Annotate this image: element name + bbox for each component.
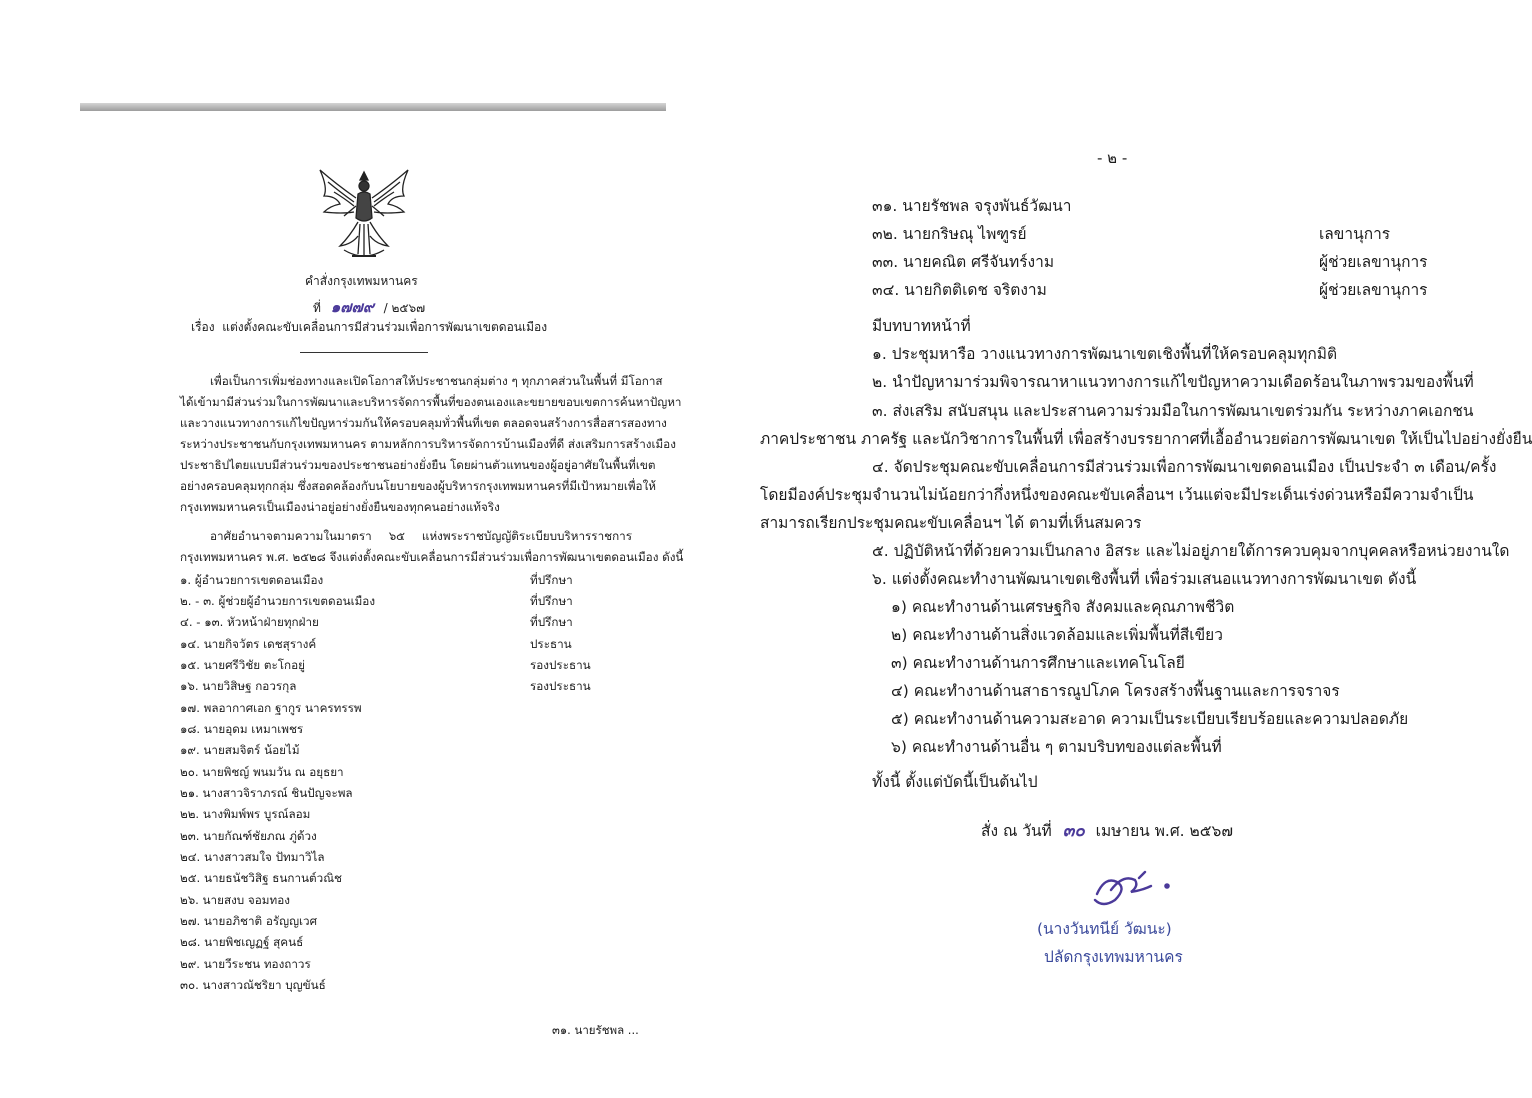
working-group-item: ๒) คณะทำงานด้านสิ่งแวดล้อมและเพิ่มพื้นที่สีเขียว [891,626,1223,644]
member-item: ๑. ผู้อำนวยการเขตดอนเมือง [180,573,324,587]
page-number: - ๒ - [1097,149,1128,167]
header-divider [300,352,428,353]
working-group-item: ๑) คณะทำงานด้านเศรษฐกิจ สังคมและคุณภาพชีวิต [891,598,1235,616]
date-day-handwritten: ๓๐ [1062,821,1085,841]
member-item: ๒๓. นายกัณฑ์ชัยภณ ภู่ด้วง [180,829,317,843]
member-item: ๑๘. นายอุดม เหมาเพชร [180,722,304,736]
member-item: ๒๙. นายวีระชน ทองถาวร [180,957,311,971]
working-group-item: ๕) คณะทำงานด้านความสะอาด ความเป็นระเบียบเรียบร้อยและความปลอดภัย [891,710,1409,728]
para1-line: อย่างครอบคลุมทุกกลุ่ม ซึ่งสอดคล้องกับนโยบายของผู้บริหารกรุงเทพมหานครที่มีเป้าหมายเพื่อให้ [180,479,656,493]
member-role: ประธาน [530,637,572,651]
member-item: ๒๖. นายสงบ จอมทอง [180,893,290,907]
signature-icon [1087,868,1179,912]
duty-line: ๕. ปฏิบัติหน้าที่ด้วยความเป็นกลาง อิสระ และไม่อยู่ภายใต้การควบคุมจากบุคคลหรือหน่วยงานใด [872,542,1510,560]
member-item: ๑๕. นายศรีวิชัย ตะโกอยู่ [180,658,305,672]
order-org: คำสั่งกรุงเทพมหานคร [305,274,418,288]
member-role: เลขานุการ [1319,225,1391,243]
member-item: ๒๗. นายอภิชาติ อรัญญเวศ [180,914,318,928]
right-page [745,0,1532,1098]
member-item: ๓๒. นายกริษณุ ไพฑูรย์ [872,225,1027,243]
working-group-item: ๖) คณะทำงานด้านอื่น ๆ ตามบริบทของแต่ละพื้นที่ [891,738,1222,756]
order-subject-label: เรื่อง [191,320,215,334]
member-item: ๓๑. นายรัชพล จรุงพันธ์วัฒนา [872,197,1072,215]
member-item: ๑๖. นายวิสิษฐ กอวรกุล [180,679,297,693]
para1-line: กรุงเทพมหานครเป็นเมืองน่าอยู่อย่างยั่งยืนของทุกคนอย่างแท้จริง [180,500,500,514]
member-item: ๒๘. นายพิชเญฏฐ์ สุคนธ์ [180,935,304,949]
member-item: ๒. - ๓. ผู้ช่วยผู้อำนวยการเขตดอนเมือง [180,594,376,608]
order-date [981,817,1233,844]
member-item: ๓๐. นางสาวณัชริยา บุญขันธ์ [180,978,326,992]
order-number-handwritten: ๑๗๗๙ [330,298,374,316]
member-item: ๒๕. นายธนัชวิสิฐ ธนกานต์วณิช [180,871,342,885]
para1-line: และวางแนวทางการแก้ไขปัญหาร่วมกันให้ครอบคลุมทั่วพื้นที่เขต ตลอดจนสร้างการสื่อสารสองทาง [180,416,667,430]
duty-line: ๖. แต่งตั้งคณะทำงานพัฒนาเขตเชิงพื้นที่ เพื่อร่วมเสนอแนวทางการพัฒนาเขต ดังนี้ [872,570,1417,588]
working-group-item: ๓) คณะทำงานด้านการศึกษาและเทคโนโลยี [891,654,1185,672]
duty-line: ๔. จัดประชุมคณะขับเคลื่อนการมีส่วนร่วมเพื่อการพัฒนาเขตดอนเมือง เป็นประจำ ๓ เดือน/ครั้ง [872,458,1497,476]
para1-line: ประชาธิปไตยแบบมีส่วนร่วมของประชาชนอย่างยั่งยืน โดยผ่านตัวแทนของผู้อยู่อาศัยในพื้นที่เขต [180,458,656,472]
signer-name: (นางวันทนีย์ วัฒนะ) [1037,920,1172,938]
duty-line: ๒. นำปัญหามาร่วมพิจารณาหาแนวทางการแก้ไขปัญหาความเดือดร้อนในภาพรวมของพื้นที่ [872,373,1474,391]
order-number [313,295,425,319]
member-item: ๑๙. นายสมจิตร์ น้อยไม้ [180,743,300,757]
duty-line: โดยมีองค์ประชุมจำนวนไม่น้อยกว่ากึ่งหนึ่งของคณะขับเคลื่อนฯ เว้นแต่จะมีประเด็นเร่งด่วนหรือมีความจำเป็น [760,486,1474,504]
left-page [0,0,745,1098]
para1-line: เพื่อเป็นการเพิ่มช่องทางและเปิดโอกาสให้ประชาชนกลุ่มต่าง ๆ ทุกภาคส่วนในพื้นที่ มีโอกาส [210,374,663,388]
para1-line: ได้เข้ามามีส่วนร่วมในการพัฒนาและบริหารจัดการพื้นที่ของตนเองและขยายขอบเขตการค้นหาปัญหา [180,395,682,409]
signer-title: ปลัดกรุงเทพมหานคร [1044,948,1183,966]
duties-heading: มีบทบาทหน้าที่ [872,317,971,335]
member-role: ผู้ช่วยเลขานุการ [1319,253,1428,271]
member-item: ๒๑. นางสาวจิราภรณ์ ชินปัญจะพล [180,786,353,800]
order-subject-text: แต่งตั้งคณะขับเคลื่อนการมีส่วนร่วมเพื่อการพัฒนาเขตดอนเมือง [222,320,548,334]
member-role: ที่ปรึกษา [530,615,573,629]
para2-line: อาศัยอำนาจตามความในมาตรา ๖๕ แห่งพระราชบัญญัติระเบียบบริหารราชการ [210,529,632,543]
member-item: ๑๔. นายกิจวัตร เดชสุรางค์ [180,637,317,651]
date-prefix: สั่ง ณ วันที่ [981,822,1052,840]
garuda-emblem-icon [314,166,414,262]
member-item: ๒๐. นายพิชญ์ พนมวัน ณ อยุธยา [180,765,344,779]
para2-line: กรุงเทพมหานคร พ.ศ. ๒๕๒๘ จึงแต่งตั้งคณะขับเคลื่อนการมีส่วนร่วมเพื่อการพัฒนาเขตดอนเมือง ดังนี้ [180,550,684,564]
member-role: รองประธาน [530,658,591,672]
member-role: รองประธาน [530,679,591,693]
member-role: ผู้ช่วยเลขานุการ [1319,281,1428,299]
date-suffix: เมษายน พ.ศ. ๒๕๖๗ [1095,822,1233,840]
page-continuation: ๓๑. นายรัชพล ... [552,1023,639,1037]
working-group-item: ๔) คณะทำงานด้านสาธารณูปโภค โครงสร้างพื้นฐานและการจราจร [891,682,1340,700]
para1-line: ระหว่างประชาชนกับกรุงเทพมหานคร ตามหลักการบริหารจัดการบ้านเมืองที่ดี ส่งเสริมการสร้างเมือง [180,437,676,451]
member-item: ๔. - ๑๓. หัวหน้าฝ่ายทุกฝ่าย [180,615,319,629]
effective-clause: ทั้งนี้ ตั้งแต่บัดนี้เป็นต้นไป [872,773,1038,791]
member-item: ๒๒. นางพิมพ์พร บูรณ์ลอม [180,807,311,821]
order-number-suffix: / ๒๕๖๗ [383,301,426,315]
duty-line: ๑. ประชุมหารือ วางแนวทางการพัฒนาเขตเชิงพื้นที่ให้ครอบคลุมทุกมิติ [872,345,1338,363]
member-item: ๒๔. นางสาวสมใจ ปัทมาวิไล [180,850,325,864]
member-item: ๓๔. นายกิตติเดช จริตงาม [872,281,1047,299]
member-role: ที่ปรึกษา [530,573,573,587]
order-number-prefix: ที่ [313,301,321,315]
order-subject [191,318,547,337]
member-item: ๑๗. พลอากาศเอก ฐากูร นาครทรรพ [180,701,362,715]
duty-line: สามารถเรียกประชุมคณะขับเคลื่อนฯ ได้ ตามที่เห็นสมควร [760,514,1142,532]
duty-line: ๓. ส่งเสริม สนับสนุน และประสานความร่วมมือในการพัฒนาเขตร่วมกัน ระหว่างภาคเอกชน [872,402,1474,420]
scan-edge-bar [80,103,666,111]
member-role: ที่ปรึกษา [530,594,573,608]
duty-line: ภาคประชาชน ภาครัฐ และนักวิชาการในพื้นที่ เพื่อสร้างบรรยากาศที่เอื้ออำนวยต่อการพัฒนาเขต ให้เป็นไปอย่างยั่งยืน [760,430,1532,448]
member-item: ๓๓. นายคณิต ศรีจันทร์งาม [872,253,1055,271]
